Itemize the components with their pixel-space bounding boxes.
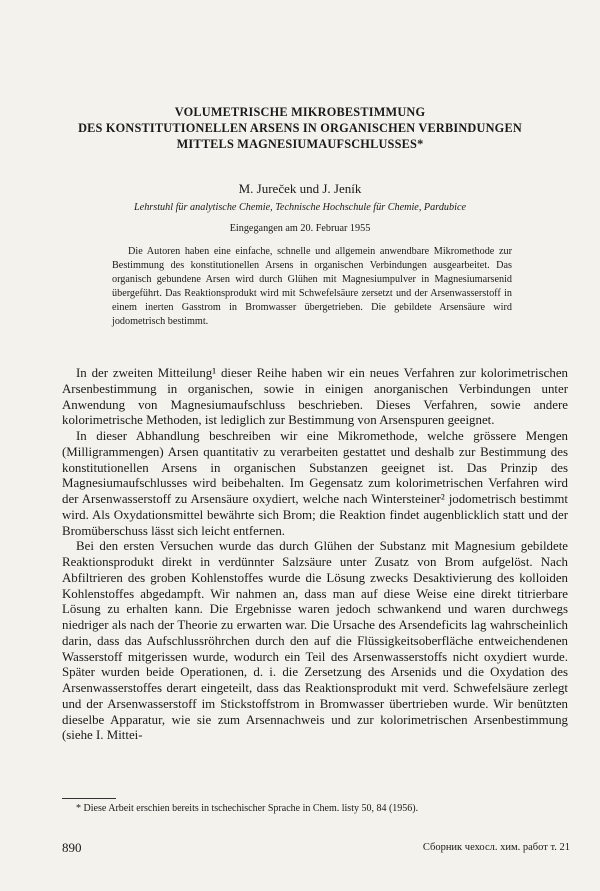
title-line: MITTELS MAGNESIUMAUFSCHLUSSES* [176,137,424,151]
body-paragraph: In dieser Abhandlung beschreiben wir eine Mikromethode, welche grössere Mengen (Milligrammengen) Arsen quantitativ zu verarbeiten gestattet und deshalb zur Bestimmung des konstitutionellen Arsens in organischen Substanzen geeignet ist. Das Prinzip des Magnesiumaufschlusses wird beibehalten. Im Gegensatz zum kolorimetrischen Verfahren wird der Arsenwasserstoff zu Arsensäure oxydiert, welche nach Wintersteiner² jodometrisch bestimmt wird. Als Oxydationsmittel bewährte sich Brom; die Reaktion findet augenblicklich statt und der Bromüberschuss lässt sich leicht entfernen. [62,429,568,538]
article-title [30,104,570,152]
body-text [62,366,568,744]
title-line: DES KONSTITUTIONELLEN ARSENS IN ORGANISCHEN VERBINDUNGEN [78,121,522,135]
authors: M. Jureček und J. Jeník [238,181,362,196]
page-number: 890 [62,840,82,855]
body-paragraph: In der zweiten Mitteilung¹ dieser Reihe haben wir ein neues Verfahren zur kolorimetrischen Arsenbestimmung in organischen, sowie in einigen anorganischen Verbindungen unter Anwendung von Magnesiumaufschluss beschrieben. Dieses Verfahren, sowie andere kolorimetrische Methoden, ist lediglich zur Bestimmung von Arsenspuren geeignet. [62,366,568,428]
received-date: Eingegangen am 20. Februar 1955 [229,223,371,234]
body-paragraph: Bei den ersten Versuchen wurde das durch Glühen der Substanz mit Magnesium gebildete Reaktionsprodukt direkt in verdünnter Salzsäure unter Zusatz von Brom aufgelöst. Nach Abfiltrieren des groben Kohlenstoffes wurde die Lösung zwecks Desaktivierung des kolloiden Kohlenstoffes abgedampft. Wir nahmen an, dass man auf diese Weise eine direkt titrierbare Lösung zu erhalten kann. Die Ergebnisse waren jedoch schwankend und waren durchwegs niedriger als nach der Theorie zu erwarten war. Die Ursache des Arsendeficits lag wahrscheinlich darin, dass das Aufschlussröhrchen durch den auf die Flüssigkeitsoberfläche entweichendenen Wasserstoff mitgerissen wurde, wodurch ein Teil des Arsenwasserstoffs nicht oxydiert wurde. Später wurden beide Operationen, d. i. die Zersetzung des Arsenids und die Oxydation des Arsenwasserstoffes derart eingeteilt, dass das Reaktionsprodukt mit verd. Schwefelsäure zerlegt und der Arsenwasserstoff im Stickstoffstrom in Bromwasser übertrieben wurde. Wir benützten dieselbe Apparatur, wie sie zum Arsennachweis und zur kolorimetrischen Arsenbestimmung (siehe I. Mittei- [62,539,568,743]
title-line: VOLUMETRISCHE MIKROBESTIMMUNG [174,105,426,119]
footnote-divider [62,798,116,799]
affiliation: Lehrstuhl für analytische Chemie, Technische Hochschule für Chemie, Pardubice [134,202,466,213]
abstract: Die Autoren haben eine einfache, schnelle und allgemein anwendbare Mikromethode zur Bestimmung des konstitutionellen Arsens in organischen Verbindungen ausgearbeitet. Das organisch gebundene Arsen wird durch Glühen mit Magnesiumpulver in Magnesiumarsenid übergeführt. Das Reaktionsprodukt wird mit Schwefelsäure zersetzt und der Arsenwasserstoff in einem inerten Gasstrom in Bromwasser übergetrieben. Die gebildete Arsensäure wird jodometrisch bestimmt. [112,246,512,327]
journal-running-footer: Сборник чехосл. хим. работ т. 21 [422,842,570,853]
footnote: * Diese Arbeit erschien bereits in tschechischer Sprache in Chem. listy 50, 84 (1956). [76,803,419,814]
